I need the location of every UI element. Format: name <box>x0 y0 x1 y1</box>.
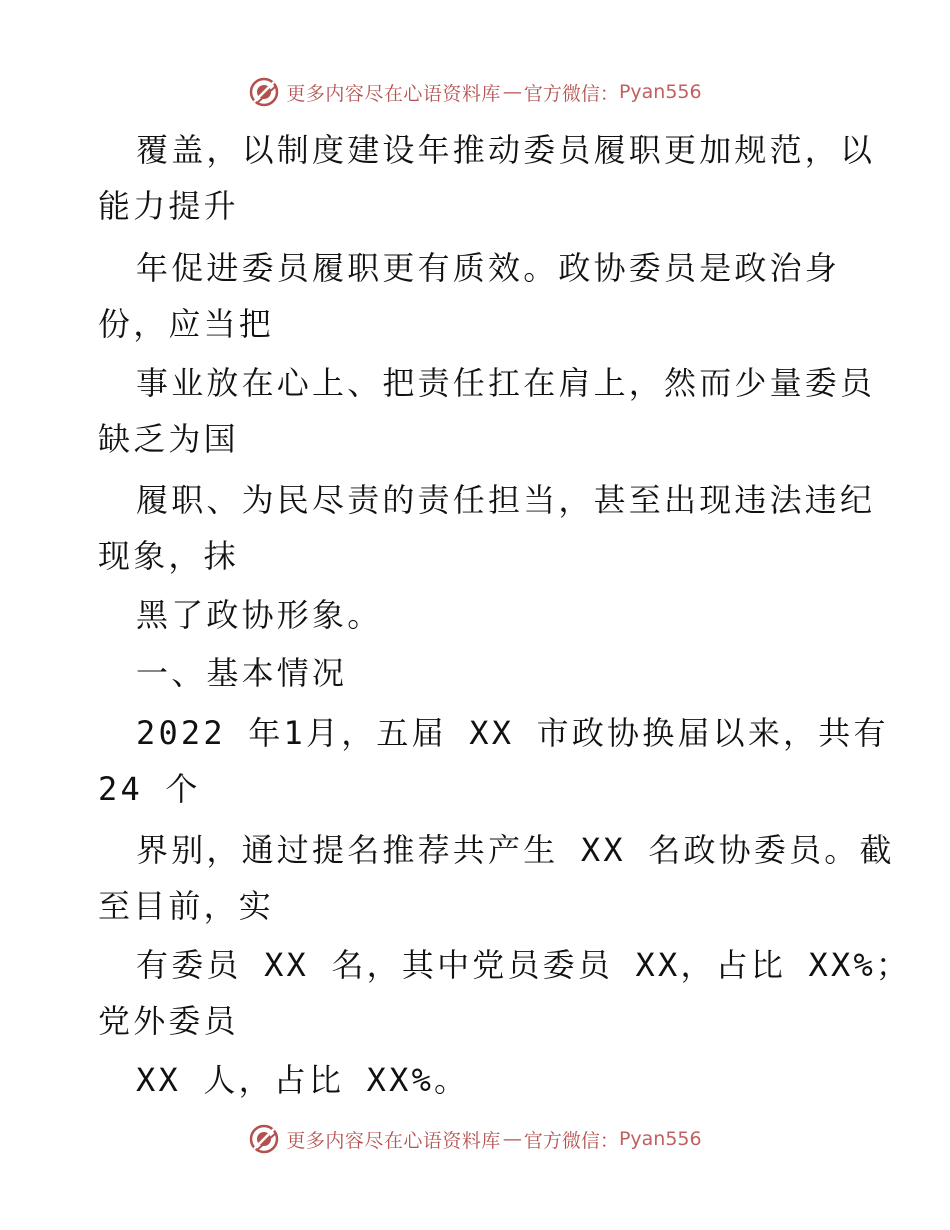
paragraph-line: 界别，通过提名推荐共产生 XX 名政协委员。截 <box>136 831 895 869</box>
paragraph-line: 至目前，实 <box>98 887 275 925</box>
paragraph-line: 能力提升 <box>98 187 239 225</box>
paragraph-line: 履职、为民尽责的责任担当，甚至出现违法违纪 <box>136 481 876 519</box>
banner-wechat-id: Pyan556 <box>618 81 702 103</box>
banner-brand-text: 更多内容尽在心语资料库 <box>286 1129 501 1152</box>
banner-wechat-label: 官方微信： <box>523 82 619 105</box>
section-heading: 一、基本情况 <box>136 654 348 692</box>
paragraph-line: 有委员 XX 名，其中党员委员 XX，占比 XX%； <box>136 946 912 984</box>
banner-brand-text: 更多内容尽在心语资料库 <box>286 82 501 105</box>
paragraph-line: 年促进委员履职更有质效。政协委员是政治身 <box>136 249 841 287</box>
paragraph-line: 事业放在心上、把责任扛在肩上，然而少量委员 <box>136 364 876 402</box>
banner-separator: — <box>502 1128 522 1150</box>
banner-wechat-id: Pyan556 <box>618 1128 702 1150</box>
paragraph-line: 份，应当把 <box>98 305 275 343</box>
paragraph-line: 现象，抹 <box>98 537 239 575</box>
footer-banner <box>0 1119 950 1159</box>
banner-wechat-label: 官方微信： <box>523 1129 619 1152</box>
paragraph-line: 黑了政协形象。 <box>136 596 383 634</box>
seal-logo-icon <box>248 1123 280 1155</box>
paragraph-line: 24 个 <box>98 770 201 808</box>
paragraph-line: 缺乏为国 <box>98 420 239 458</box>
paragraph-line: XX 人，占比 XX%。 <box>136 1061 470 1099</box>
seal-logo-icon <box>248 76 280 108</box>
paragraph-line: 覆盖，以制度建设年推动委员履职更加规范，以 <box>136 131 876 169</box>
paragraph-line: 2022 年1月，五届 XX 市政协换届以来，共有 <box>136 714 889 752</box>
banner-separator: — <box>502 81 522 103</box>
paragraph-line: 党外委员 <box>98 1002 239 1040</box>
header-banner <box>0 72 950 112</box>
